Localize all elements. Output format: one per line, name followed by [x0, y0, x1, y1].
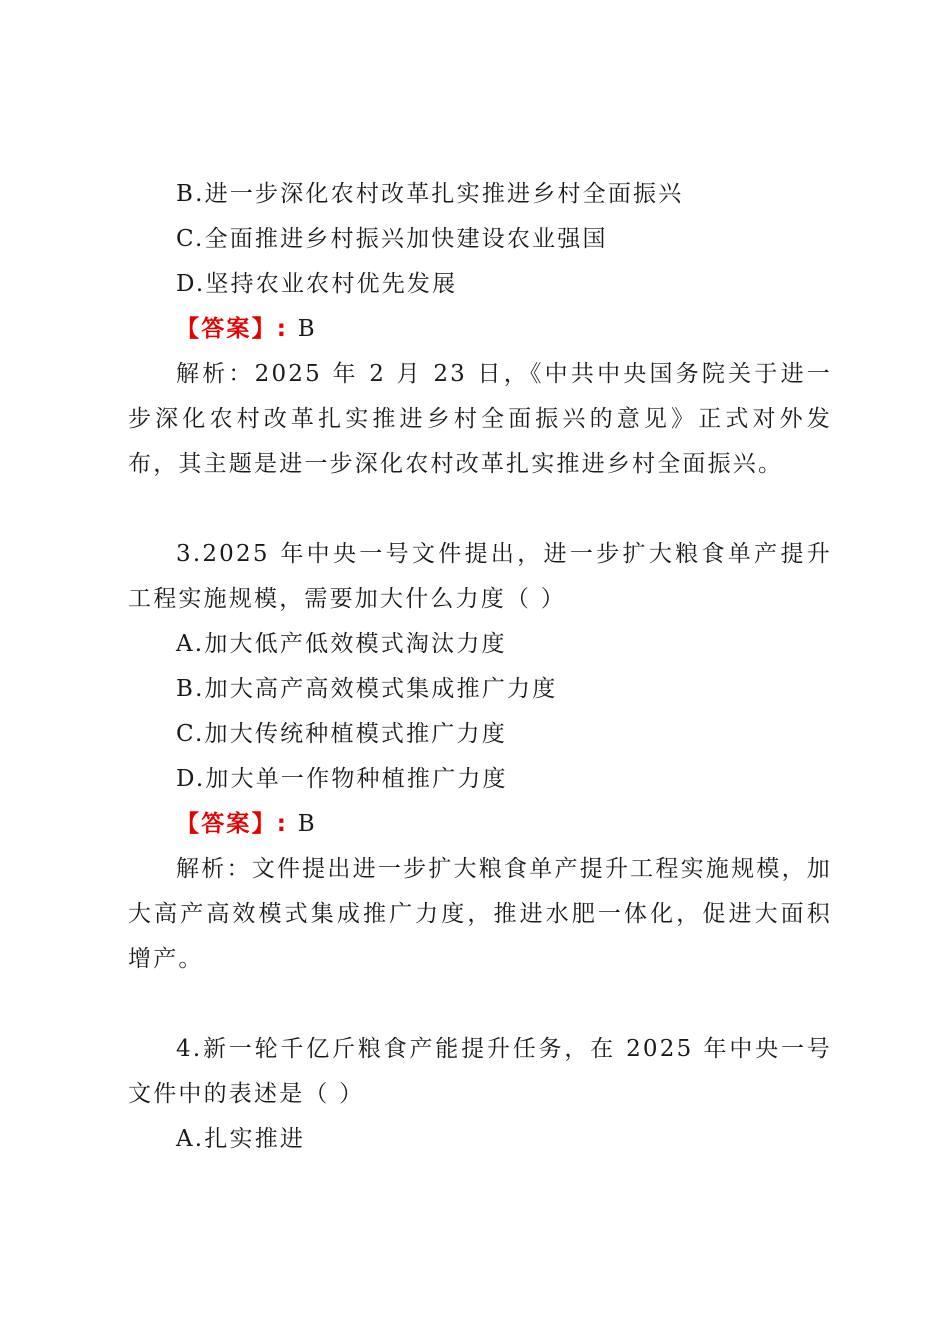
q3-answer: [128, 802, 832, 847]
q2-option-d: D.坚持农业农村优先发展: [176, 271, 458, 297]
q2-option-b: B.进一步深化农村改革扎实推进乡村全面振兴: [176, 181, 684, 207]
q3-option-b: B.加大高产高效模式集成推广力度: [176, 676, 558, 702]
q3-option-a: A.加大低产低效模式淘汰力度: [176, 631, 507, 657]
q3-question: 3.2025 年中央一号文件提出，进一步扩大粮食单产提升工程实施规模，需要加大什么力度（ ）: [128, 541, 832, 612]
q3-analysis: 解析：文件提出进一步扩大粮食单产提升工程实施规模，加大高产高效模式集成推广力度，推进水肥一体化，促进大面积增产。: [128, 856, 832, 972]
paragraph-spacer: [128, 982, 832, 1027]
q2-answer: [128, 307, 832, 352]
q2-analysis: 解析：2025 年 2 月 23 日，《中共中央国务院关于进一步深化农村改革扎实推进乡村全面振兴的意见》正式对外发布，其主题是进一步深化农村改革扎实推进乡村全面振兴。: [128, 361, 832, 477]
q3-option-d: D.加大单一作物种植推广力度: [176, 766, 508, 792]
q2-answer-value: B: [288, 316, 317, 342]
q2-option-c: C.全面推进乡村振兴加快建设农业强国: [176, 226, 608, 252]
q3-option-c: C.加大传统种植模式推广力度: [176, 721, 507, 747]
document-body: [128, 172, 832, 1162]
q4-option-a: A.扎实推进: [176, 1126, 306, 1152]
q4-question: 4.新一轮千亿斤粮食产能提升任务，在 2025 年中央一号文件中的表述是（ ）: [128, 1036, 832, 1107]
paragraph-spacer: [128, 487, 832, 532]
q3-answer-label: 【答案】:: [176, 811, 289, 837]
q3-answer-value: B: [288, 811, 317, 837]
q2-answer-label: 【答案】:: [176, 316, 289, 342]
